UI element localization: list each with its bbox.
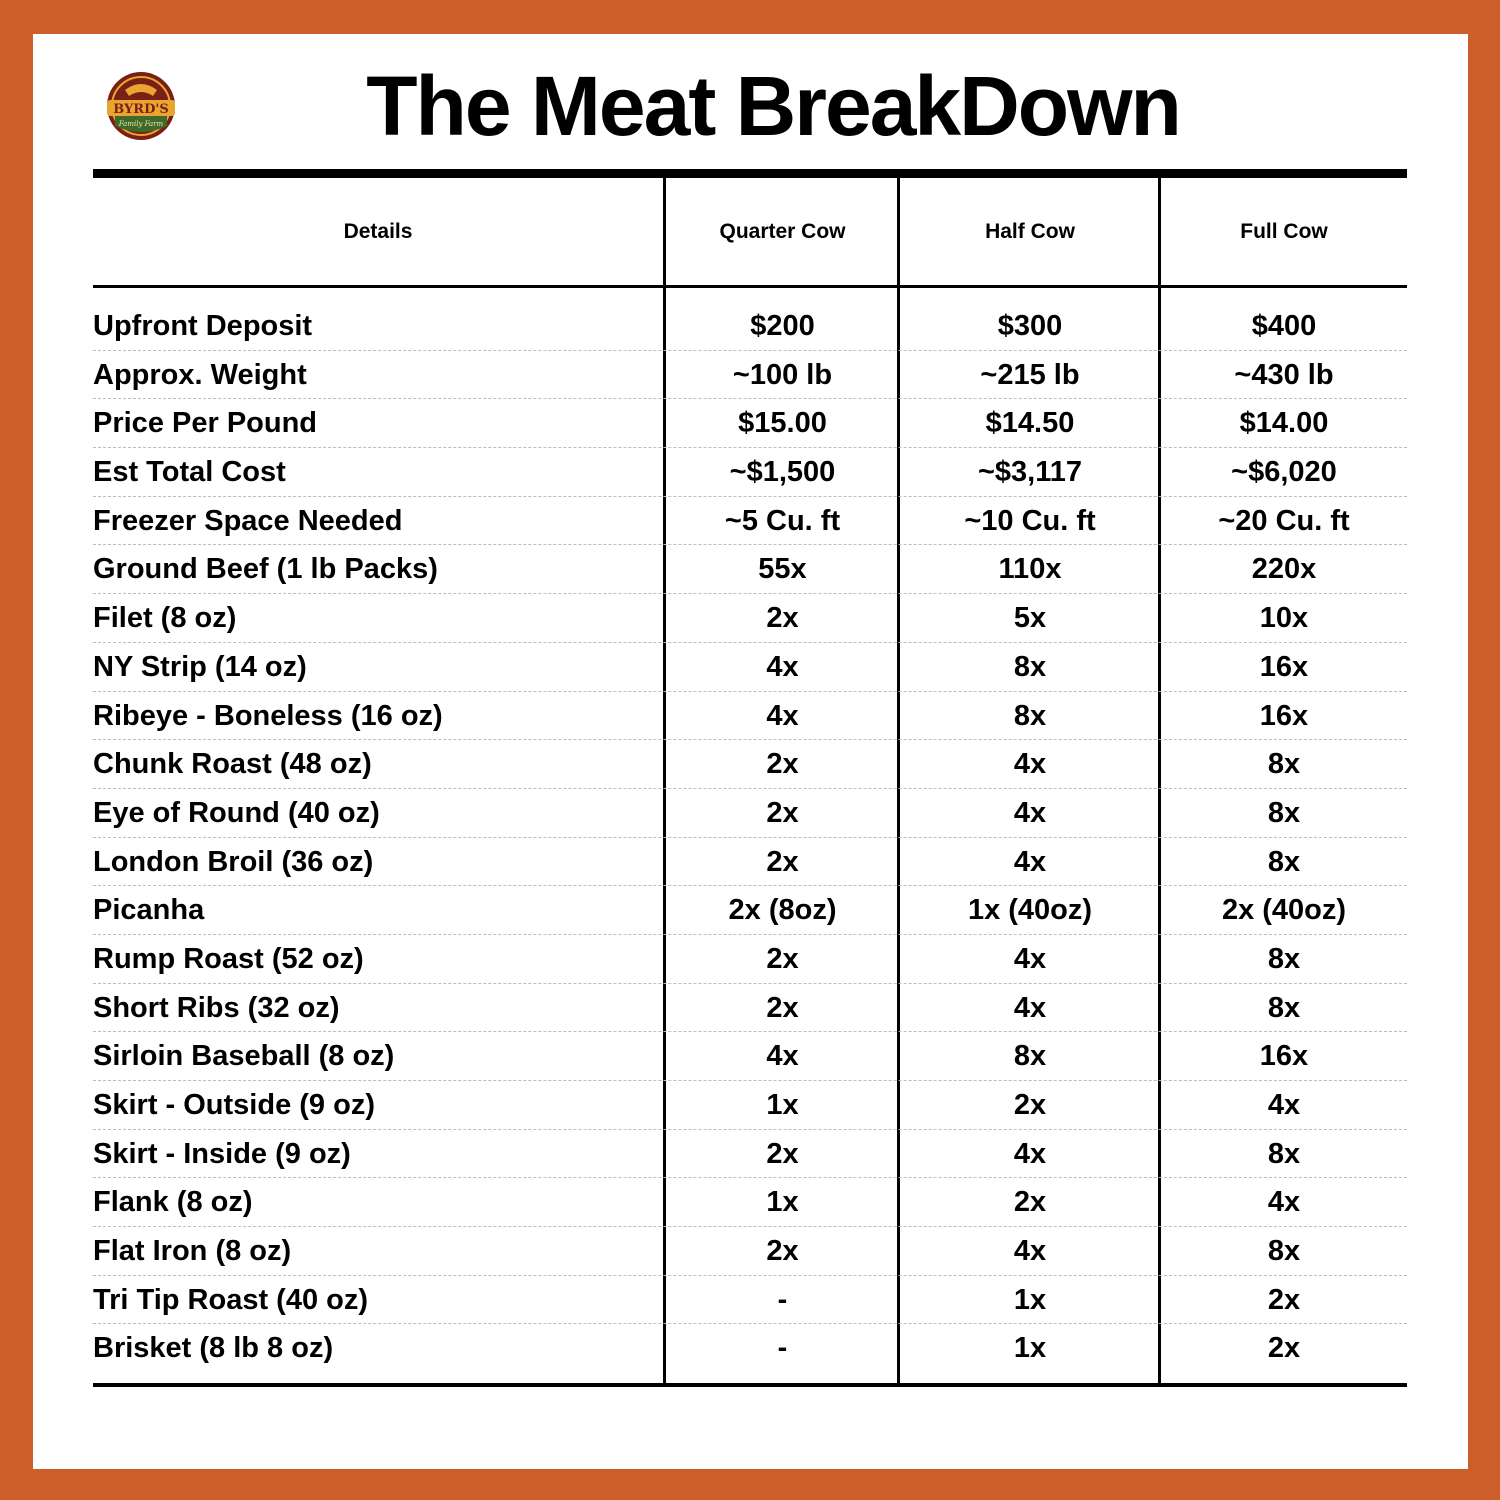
- row-label: Flank (8 oz): [93, 1186, 253, 1219]
- table-row: [93, 497, 1407, 546]
- quarter-cow-value: ~5 Cu. ft: [724, 504, 841, 537]
- half-cow-value: 4x: [1013, 1137, 1047, 1170]
- row-label: Chunk Roast (48 oz): [93, 748, 372, 781]
- table-row: [93, 692, 1407, 741]
- quarter-cow-value: 4x: [766, 1040, 799, 1073]
- full-cow-value: 8x: [1267, 1235, 1301, 1268]
- row-label: Sirloin Baseball (8 oz): [93, 1040, 395, 1073]
- table-row: [93, 1276, 1407, 1325]
- table-row: [93, 1130, 1407, 1179]
- row-label: Filet (8 oz): [93, 602, 237, 635]
- full-cow-value: 16x: [1259, 1040, 1309, 1073]
- full-cow-value: 10x: [1259, 602, 1309, 635]
- logo-subtext: Family Farm: [118, 120, 164, 128]
- quarter-cow-value: 2x: [766, 991, 799, 1024]
- header: [33, 34, 1468, 169]
- table-row: [93, 545, 1407, 594]
- quarter-cow-value: 2x: [766, 602, 799, 635]
- half-cow-value: 2x: [1013, 1186, 1047, 1219]
- half-cow-value: 1x: [1013, 1332, 1047, 1365]
- header-half-cow: Half Cow: [985, 220, 1075, 243]
- full-cow-value: 2x: [1267, 1283, 1301, 1316]
- table-row: [93, 838, 1407, 887]
- logo-text: BYRD'S: [113, 102, 169, 117]
- table-row: [93, 1178, 1407, 1227]
- half-cow-value: 2x: [1013, 1089, 1047, 1121]
- table-header: [93, 178, 1407, 288]
- half-cow-value: 4x: [1013, 991, 1047, 1024]
- row-label: Picanha: [93, 894, 205, 927]
- full-cow-value: 8x: [1267, 991, 1301, 1024]
- row-label: Skirt - Outside (9 oz): [93, 1089, 375, 1121]
- full-cow-value: ~430 lb: [1234, 358, 1334, 391]
- full-cow-value: 8x: [1267, 796, 1301, 829]
- full-cow-value: 4x: [1267, 1089, 1301, 1121]
- row-label: Approx. Weight: [93, 358, 307, 391]
- half-cow-value: 8x: [1013, 1040, 1047, 1073]
- half-cow-value: 4x: [1013, 748, 1047, 781]
- table-row: [93, 1227, 1407, 1276]
- full-cow-value: 8x: [1267, 845, 1301, 878]
- half-cow-value: 4x: [1013, 1235, 1047, 1268]
- quarter-cow-value: 2x: [766, 748, 799, 781]
- table-body: [93, 302, 1407, 1373]
- page-title: The Meat BreakDown: [366, 59, 1180, 153]
- full-cow-value: 2x (40oz): [1221, 894, 1347, 927]
- half-cow-value: 5x: [1013, 602, 1047, 635]
- half-cow-value: 8x: [1013, 650, 1047, 683]
- full-cow-value: $400: [1251, 310, 1317, 342]
- quarter-cow-value: -: [777, 1283, 788, 1316]
- row-label: Eye of Round (40 oz): [93, 796, 380, 829]
- table-row: [93, 643, 1407, 692]
- quarter-cow-value: ~100 lb: [732, 358, 833, 391]
- half-cow-value: ~$3,117: [977, 456, 1083, 489]
- full-cow-value: 16x: [1259, 650, 1309, 683]
- quarter-cow-value: 1x: [766, 1089, 799, 1121]
- full-cow-value: 16x: [1259, 699, 1309, 732]
- half-cow-value: 1x (40oz): [967, 894, 1093, 927]
- full-cow-value: ~20 Cu. ft: [1218, 504, 1350, 537]
- price-card: [33, 34, 1468, 1469]
- row-label: Est Total Cost: [93, 456, 286, 489]
- table-row: [93, 351, 1407, 400]
- full-cow-value: 220x: [1251, 553, 1317, 586]
- quarter-cow-value: -: [777, 1332, 788, 1365]
- table-row: [93, 1081, 1407, 1130]
- quarter-cow-value: 55x: [758, 553, 807, 586]
- quarter-cow-value: 4x: [766, 699, 799, 732]
- table-row: [93, 1032, 1407, 1081]
- row-label: Tri Tip Roast (40 oz): [93, 1283, 369, 1316]
- half-cow-value: 110x: [998, 553, 1062, 586]
- quarter-cow-value: $200: [750, 310, 815, 342]
- full-cow-value: 8x: [1267, 748, 1301, 781]
- row-label: Ribeye - Boneless (16 oz): [93, 699, 443, 732]
- table-row: [93, 448, 1407, 497]
- full-cow-value: 2x: [1267, 1332, 1301, 1365]
- half-cow-value: ~10 Cu. ft: [964, 504, 1096, 537]
- row-label: Price Per Pound: [93, 407, 318, 440]
- quarter-cow-value: 2x: [766, 1137, 799, 1170]
- half-cow-value: 1x: [1013, 1283, 1047, 1316]
- table-row: [93, 594, 1407, 643]
- quarter-cow-value: 2x (8oz): [728, 894, 837, 927]
- half-cow-value: $14.50: [985, 407, 1075, 440]
- full-cow-value: $14.00: [1239, 407, 1329, 440]
- table-row: [93, 935, 1407, 984]
- quarter-cow-value: 1x: [766, 1186, 799, 1219]
- row-label: Freezer Space Needed: [93, 504, 403, 537]
- top-rule: [93, 169, 1407, 178]
- half-cow-value: 8x: [1013, 699, 1047, 732]
- full-cow-value: ~$6,020: [1231, 456, 1337, 489]
- full-cow-value: 4x: [1267, 1186, 1301, 1219]
- half-cow-value: ~215 lb: [980, 358, 1080, 391]
- table-row: [93, 886, 1407, 935]
- table-row: [93, 740, 1407, 789]
- full-cow-value: 8x: [1267, 1137, 1301, 1170]
- full-cow-value: 8x: [1267, 942, 1301, 975]
- half-cow-value: 4x: [1013, 845, 1047, 878]
- quarter-cow-value: 2x: [766, 796, 799, 829]
- half-cow-value: $300: [997, 310, 1063, 342]
- row-label: Ground Beef (1 lb Packs): [93, 553, 438, 586]
- quarter-cow-value: 4x: [766, 650, 799, 683]
- header-details: Details: [343, 220, 413, 243]
- bottom-rule: [93, 1383, 1407, 1387]
- table-row: [93, 1324, 1407, 1373]
- row-label: Rump Roast (52 oz): [93, 942, 364, 975]
- quarter-cow-value: 2x: [766, 845, 799, 878]
- header-full-cow: Full Cow: [1240, 220, 1328, 243]
- quarter-cow-value: $15.00: [738, 407, 827, 440]
- table-row: [93, 302, 1407, 351]
- header-quarter-cow: Quarter Cow: [719, 220, 846, 243]
- quarter-cow-value: 2x: [766, 942, 799, 975]
- half-cow-value: 4x: [1013, 942, 1047, 975]
- half-cow-value: 4x: [1013, 796, 1047, 829]
- row-label: Brisket (8 lb 8 oz): [93, 1332, 334, 1365]
- table-row: [93, 984, 1407, 1033]
- row-label: Short Ribs (32 oz): [93, 991, 340, 1024]
- row-label: Flat Iron (8 oz): [93, 1235, 292, 1268]
- row-label: London Broil (36 oz): [93, 845, 374, 878]
- quarter-cow-value: ~$1,500: [729, 456, 836, 489]
- row-label: Skirt - Inside (9 oz): [93, 1137, 351, 1170]
- row-label: Upfront Deposit: [93, 310, 313, 342]
- table-row: [93, 789, 1407, 838]
- table-row: [93, 399, 1407, 448]
- quarter-cow-value: 2x: [766, 1235, 799, 1268]
- row-label: NY Strip (14 oz): [93, 650, 307, 683]
